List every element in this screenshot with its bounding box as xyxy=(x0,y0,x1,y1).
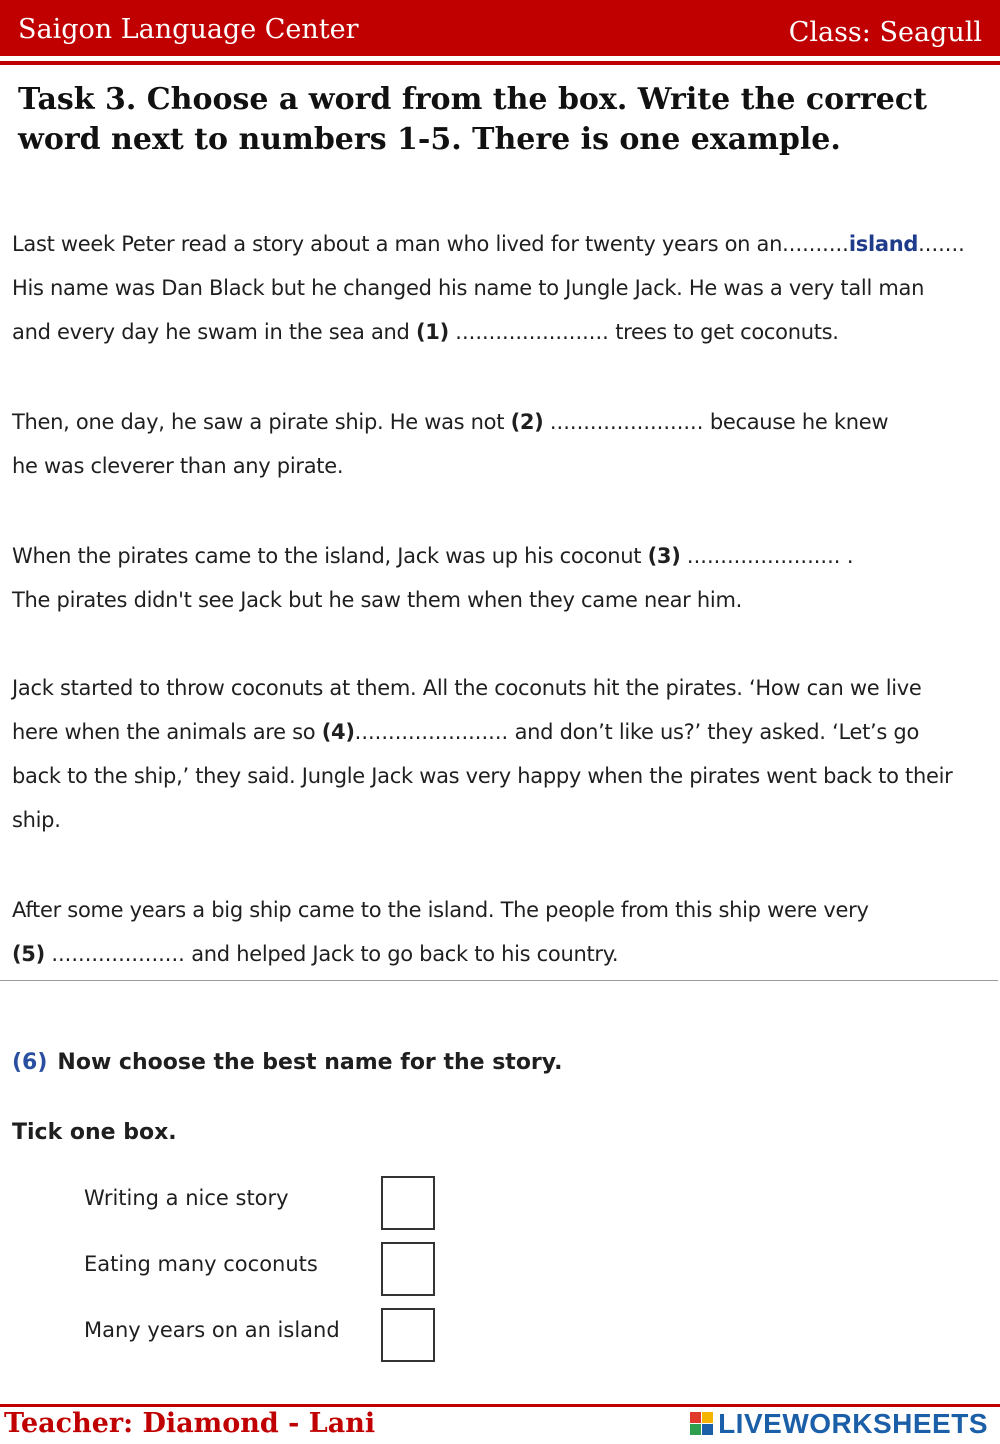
option-checkbox-2[interactable] xyxy=(381,1242,435,1296)
option-label-1: Writing a nice story xyxy=(84,1186,289,1210)
answer-gap-4[interactable]: ....................... xyxy=(354,720,509,744)
option-checkbox-3[interactable] xyxy=(381,1308,435,1362)
option-label-3: Many years on an island xyxy=(84,1318,340,1342)
story-paragraph-4: Jack started to throw coconuts at them. All the coconuts hit the pirates. ‘How can we live here when the animals are so (4)....................... and don’t like us?’ they asked. ‘Let’s go back to the ship,’ they said. Jungle Jack was very happy when the pirates went back to their ship. xyxy=(12,676,953,832)
header-divider xyxy=(0,61,1000,65)
answer-gap-5[interactable]: .................... xyxy=(51,942,185,966)
story-paragraph-3: When the pirates came to the island, Jack was up his coconut (3) ....................... . The pirates didn't see Jack but he saw them when they came near him. xyxy=(12,544,854,612)
teacher-name: Teacher: Diamond - Lani xyxy=(4,1408,376,1439)
tick-instruction: Tick one box. xyxy=(12,1120,177,1145)
question-6-prompt: Now choose the best name for the story. xyxy=(57,1050,563,1075)
school-name: Saigon Language Center xyxy=(18,14,359,45)
gap-number-3: (3) xyxy=(647,544,681,568)
header-bar xyxy=(0,0,1000,56)
gap-number-4: (4) xyxy=(321,720,355,744)
gap-number-2: (2) xyxy=(510,410,544,434)
gap-number-1: (1) xyxy=(415,320,449,344)
gap-number-5: (5) xyxy=(12,942,45,966)
option-checkbox-1[interactable] xyxy=(381,1176,435,1230)
question-6 xyxy=(12,1050,562,1075)
question-6-number: (6) xyxy=(12,1050,48,1075)
story-paragraph-1: Last week Peter read a story about a man who lived for twenty years on an..........island....... His name was Dan Black but he changed his name to Jungle Jack. He was a very tall man and every day he swam in the sea and (1) ....................... trees to get coconuts. xyxy=(12,232,965,344)
answer-gap-2[interactable]: ....................... xyxy=(549,410,704,434)
section-divider xyxy=(0,980,998,981)
answer-gap-1[interactable]: ....................... xyxy=(455,320,609,344)
story-paragraph-2: Then, one day, he saw a pirate ship. He was not (2) ....................... because he knew he was cleverer than any pirate. xyxy=(12,410,889,478)
story-paragraph-5: After some years a big ship came to the island. The people from this ship were very (5) .................... and helped Jack to go back to his country. xyxy=(12,898,869,966)
answer-gap-3[interactable]: ....................... xyxy=(686,544,841,568)
class-label: Class: Seagull xyxy=(788,17,982,48)
footer-divider xyxy=(0,1404,1000,1407)
task-title: Task 3. Choose a word from the box. Write the correct word next to numbers 1-5. There is one example. xyxy=(18,82,927,157)
example-dots: .......... xyxy=(782,232,849,256)
brand-text: LIVEWORKSHEETS xyxy=(718,1408,988,1439)
option-label-2: Eating many coconuts xyxy=(84,1252,318,1276)
liveworksheets-logo-icon xyxy=(690,1412,714,1436)
brand xyxy=(690,1408,988,1440)
example-answer: island xyxy=(848,232,919,256)
